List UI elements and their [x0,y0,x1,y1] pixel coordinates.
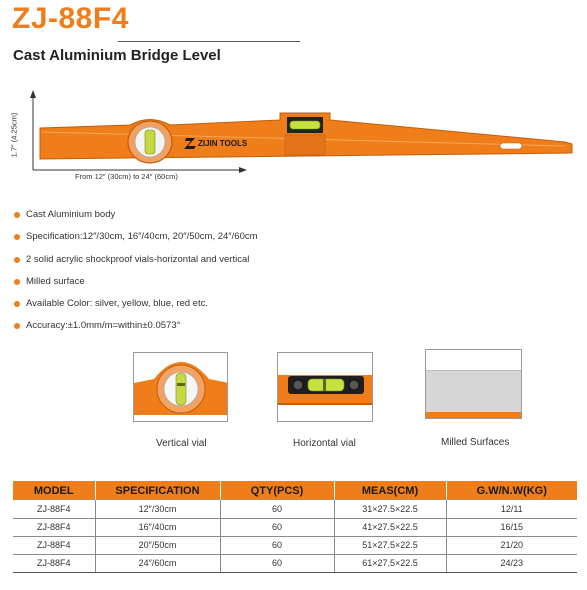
hang-hole [500,143,522,149]
table-cell: 16″/40cm [95,518,220,536]
feature-item: Milled surface [14,276,258,298]
column-header: MEAS(CM) [334,481,446,500]
height-arrow-head [30,90,36,98]
vertical-vial-image [133,352,228,422]
table-cell: 24/23 [446,554,577,572]
vertical-vial-caption: Vertical vial [156,438,207,449]
column-header: MODEL [13,481,95,500]
milled-surface-image [425,349,522,419]
table-row [13,518,577,536]
table-cell: 20″/50cm [95,536,220,554]
milled-surface-caption: Milled Surfaces [441,437,510,448]
table-cell: 60 [220,554,334,572]
horizontal-vial-caption: Horizontal vial [293,438,356,449]
table-cell: 41×27.5×22.5 [334,518,446,536]
table-cell: ZJ-88F4 [13,536,95,554]
table-cell: 51×27.5×22.5 [334,536,446,554]
brand-label: ZIJIN TOOLS [198,139,248,148]
table-row [13,536,577,554]
table-cell: 21/20 [446,536,577,554]
length-label: From 12″ (30cm) to 24″ (60cm) [75,172,178,181]
table-cell: 16/15 [446,518,577,536]
table-cell: 60 [220,500,334,518]
feature-item: Cast Aluminium body [14,209,258,231]
table-cell: ZJ-88F4 [13,518,95,536]
horizontal-vial [290,121,320,129]
column-header: SPECIFICATION [95,481,220,500]
horizontal-vial-image [277,352,373,422]
column-header: QTY(PCS) [220,481,334,500]
model-title: ZJ-88F4 [12,2,129,35]
table-header-row [13,481,577,500]
table-cell: 12/11 [446,500,577,518]
table-cell: 12″/30cm [95,500,220,518]
table-cell: ZJ-88F4 [13,500,95,518]
title-divider [118,41,300,42]
feature-item: 2 solid acrylic shockproof vials-horizontal and vertical [14,254,258,276]
table-cell: 60 [220,536,334,554]
table-row [13,500,577,518]
feature-list [14,209,258,343]
feature-item: Specification:12″/30cm, 16″/40cm, 20″/50cm, 24″/60cm [14,231,258,253]
specification-table [13,481,577,573]
table-row [13,554,577,572]
feature-item: Available Color: silver, yellow, blue, red etc. [14,298,258,320]
height-label: 1.7″ (4.25cm) [9,112,19,158]
table-cell: ZJ-88F4 [13,554,95,572]
vial-frame [285,135,325,155]
column-header: G.W/N.W(KG) [446,481,577,500]
table-cell: 24″/60cm [95,554,220,572]
table-cell: 61×27.5×22.5 [334,554,446,572]
product-subtitle: Cast Aluminium Bridge Level [13,47,221,64]
vertical-vial [145,130,155,154]
feature-item: Accuracy:±1.0mm/m=within±0.0573° [14,320,258,342]
table-cell: 60 [220,518,334,536]
length-arrow-head [239,167,247,173]
table-cell: 31×27.5×22.5 [334,500,446,518]
